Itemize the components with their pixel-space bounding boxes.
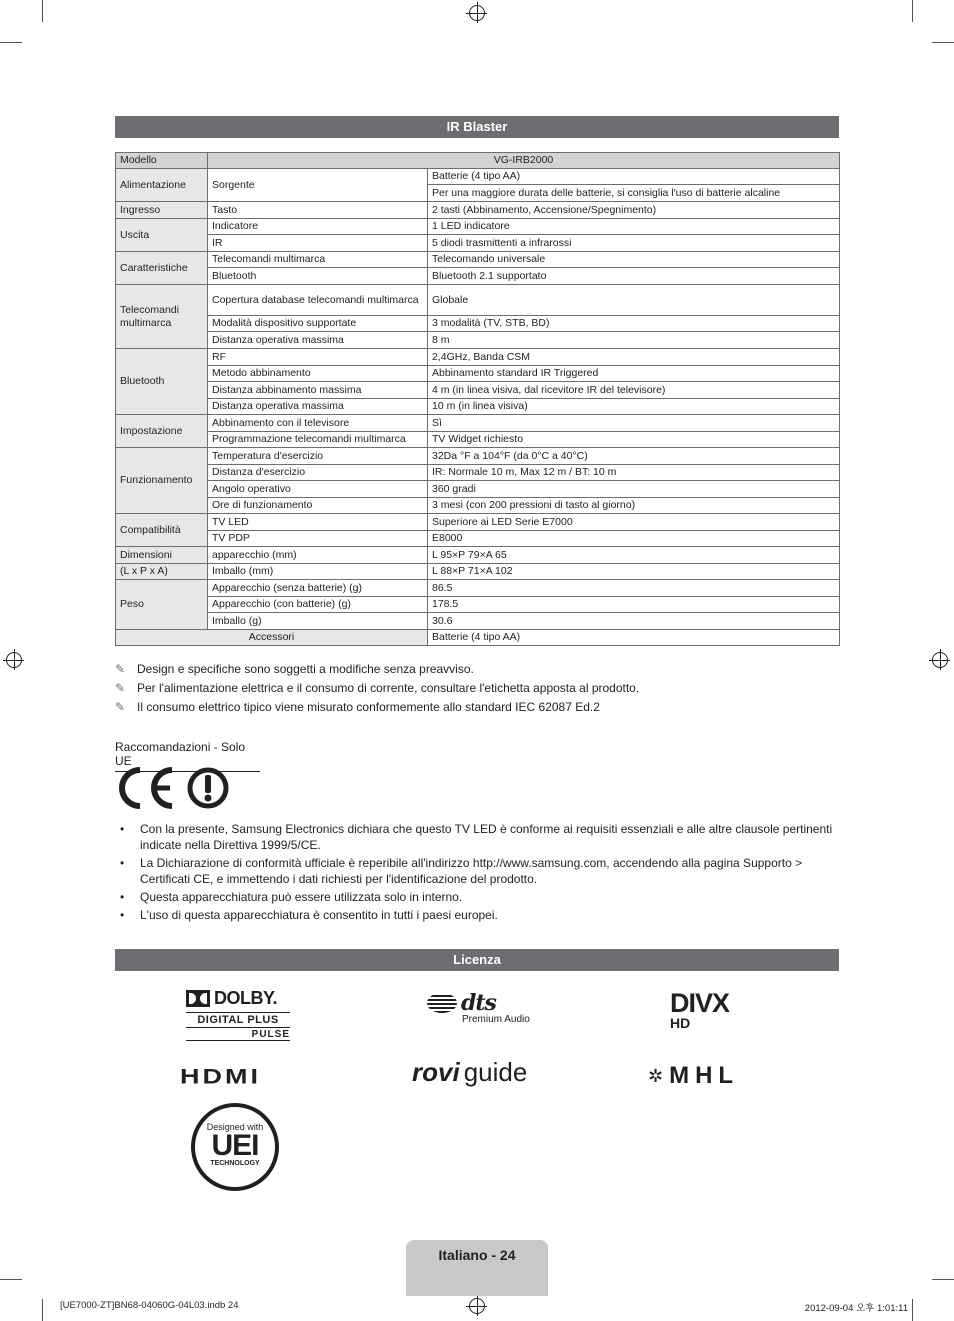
mhl-star-icon: ✲ bbox=[648, 1065, 664, 1086]
page-number: Italiano - 24 bbox=[438, 1247, 516, 1263]
table-cell: TV LED bbox=[208, 514, 428, 531]
section-header-license: Licenza bbox=[115, 949, 839, 971]
table-cell: Distanza d'esercizio bbox=[208, 465, 428, 481]
crop-mark bbox=[0, 1279, 22, 1280]
list-item: • Questa apparecchiatura può essere utilizzata solo in interno. bbox=[120, 889, 840, 905]
crop-mark bbox=[932, 42, 954, 43]
table-cell: Telecomandi multimarca bbox=[208, 252, 428, 268]
table-cell: Temperatura d'esercizio bbox=[208, 448, 428, 465]
table-cell: Modello bbox=[116, 153, 208, 169]
table-cell: 360 gradi bbox=[428, 481, 840, 498]
table-cell: Peso bbox=[116, 580, 208, 630]
ce-mark-icon bbox=[116, 766, 230, 810]
table-cell: 3 mesi (con 200 pressioni di tasto al giorno) bbox=[428, 498, 840, 514]
table-cell: Ore di funzionamento bbox=[208, 498, 428, 514]
table-cell: Globale bbox=[428, 285, 840, 316]
table-cell: Sì bbox=[428, 415, 840, 432]
hdmi-logo: HDMI bbox=[180, 1064, 261, 1089]
table-cell: Telecomandi multimarca bbox=[116, 285, 208, 349]
table-cell: Accessori bbox=[116, 630, 428, 646]
table-cell: IR bbox=[208, 235, 428, 252]
divx-logo bbox=[670, 990, 729, 1030]
table-cell: Apparecchio (senza batterie) (g) bbox=[208, 580, 428, 597]
list-item: • L'uso di questa apparecchiatura è consentito in tutti i paesi europei. bbox=[120, 907, 840, 923]
table-cell: Sorgente bbox=[208, 169, 428, 202]
list-item: • La Dichiarazione di conformità ufficiale è reperibile all'indirizzo http://www.samsung.com, accendendo alla pagina Supporto > Certificati CE, e immettendo i dati richiesti per l'identificazione del prodotto. bbox=[120, 855, 840, 887]
note bbox=[115, 681, 639, 695]
table-cell: 4 m (in linea visiva, dal ricevitore IR del televisore) bbox=[428, 382, 840, 399]
table-cell: 178.5 bbox=[428, 597, 840, 613]
table-cell: Abbinamento con il televisore bbox=[208, 415, 428, 432]
note-text: Per l'alimentazione elettrica e il consumo di corrente, consultare l'etichetta apposta al prodotto. bbox=[137, 681, 640, 695]
crop-mark bbox=[932, 1279, 954, 1280]
table-cell: Apparecchio (con batterie) (g) bbox=[208, 597, 428, 613]
pencil-note-icon: ✎ bbox=[115, 662, 126, 676]
rovi-guide-logo bbox=[412, 1057, 527, 1088]
registration-mark-icon bbox=[469, 1298, 485, 1314]
table-cell: 86.5 bbox=[428, 580, 840, 597]
table-cell: Bluetooth bbox=[208, 268, 428, 285]
table-cell: Indicatore bbox=[208, 219, 428, 235]
crop-mark bbox=[912, 0, 913, 22]
table-cell: 10 m (in linea visiva) bbox=[428, 399, 840, 415]
rovi-wordmark: rovi bbox=[412, 1057, 460, 1087]
dts-swirl-icon bbox=[427, 993, 457, 1013]
dolby-logo bbox=[186, 988, 290, 1041]
dts-premium-audio: Premium Audio bbox=[462, 1014, 530, 1025]
uei-wordmark: UEI bbox=[211, 1129, 259, 1162]
dts-wordmark: dts bbox=[461, 990, 496, 1016]
pencil-note-icon: ✎ bbox=[115, 700, 126, 714]
table-cell: VG-IRB2000 bbox=[208, 153, 840, 169]
table-cell: Angolo operativo bbox=[208, 481, 428, 498]
divx-wordmark: DIVX bbox=[670, 988, 730, 1018]
table-cell: Alimentazione bbox=[116, 169, 208, 202]
table-cell: 8 m bbox=[428, 332, 840, 349]
guide-wordmark: guide bbox=[463, 1057, 528, 1087]
registration-mark-icon bbox=[6, 652, 22, 668]
table-cell: Ingresso bbox=[116, 202, 208, 219]
mhl-wordmark: MHL bbox=[669, 1062, 740, 1089]
uei-technology: TECHNOLOGY bbox=[210, 1160, 260, 1167]
table-cell: 3 modalità (TV, STB, BD) bbox=[428, 316, 840, 332]
table-cell: E8000 bbox=[428, 531, 840, 547]
crop-mark bbox=[42, 0, 43, 22]
dts-logo bbox=[427, 990, 537, 1025]
table-cell: Abbinamento standard IR Triggered bbox=[428, 366, 840, 382]
footer-timestamp: 2012-09-04 오후 1:01:11 bbox=[804, 1303, 908, 1314]
registration-mark-icon bbox=[932, 652, 948, 668]
footer-file-info: [UE7000-ZT]BN68-04060G-04L03.indb 24 bbox=[60, 1300, 239, 1311]
table-cell: Copertura database telecomandi multimarca bbox=[208, 285, 428, 316]
table-cell: Funzionamento bbox=[116, 448, 208, 514]
spec-table bbox=[115, 152, 840, 646]
note-text: Il consumo elettrico tipico viene misurato conformemente allo standard IEC 62087 Ed.2 bbox=[137, 700, 600, 714]
note bbox=[115, 662, 474, 676]
table-cell: Uscita bbox=[116, 219, 208, 252]
table-cell: 5 diodi trasmittenti a infrarossi bbox=[428, 235, 840, 252]
table-cell: L 88×P 71×A 102 bbox=[428, 564, 840, 580]
uei-logo bbox=[191, 1103, 279, 1191]
table-cell: Batterie (4 tipo AA) bbox=[428, 630, 840, 646]
table-cell: 1 LED indicatore bbox=[428, 219, 840, 235]
table-cell: Programmazione telecomandi multimarca bbox=[208, 432, 428, 448]
recommendation-heading: Raccomandazioni - Solo UE bbox=[115, 740, 260, 772]
table-cell: RF bbox=[208, 349, 428, 366]
dolby-double-d-icon bbox=[186, 990, 210, 1007]
crop-mark bbox=[42, 1299, 43, 1321]
dolby-wordmark: DOLBY. bbox=[214, 988, 278, 1008]
mhl-logo bbox=[648, 1062, 739, 1090]
table-cell: Dimensioni bbox=[116, 547, 208, 564]
crop-mark bbox=[0, 42, 22, 43]
table-cell: 2 tasti (Abbinamento, Accensione/Spegnimento) bbox=[428, 202, 840, 219]
uei-designed-with: Designed with bbox=[206, 1122, 264, 1132]
note bbox=[115, 700, 600, 714]
table-cell: Distanza abbinamento massima bbox=[208, 382, 428, 399]
table-cell: Tasto bbox=[208, 202, 428, 219]
table-cell: Compatibilità bbox=[116, 514, 208, 547]
dolby-pulse: PULSE bbox=[186, 1028, 290, 1041]
table-cell: Metodo abbinamento bbox=[208, 366, 428, 382]
table-cell: (L x P x A) bbox=[116, 564, 208, 580]
table-cell: Superiore ai LED Serie E7000 bbox=[428, 514, 840, 531]
table-cell: Impostazione bbox=[116, 415, 208, 448]
table-cell: Batterie (4 tipo AA) bbox=[428, 169, 840, 185]
table-cell: Distanza operativa massima bbox=[208, 399, 428, 415]
table-cell: TV PDP bbox=[208, 531, 428, 547]
table-cell: Bluetooth 2.1 supportato bbox=[428, 268, 840, 285]
table-cell: Per una maggiore durata delle batterie, si consiglia l'uso di batterie alcaline bbox=[428, 185, 840, 202]
table-cell: Bluetooth bbox=[116, 349, 208, 415]
table-cell: TV Widget richiesto bbox=[428, 432, 840, 448]
list-item: • Con la presente, Samsung Electronics dichiara che questo TV LED è conforme ai requisiti essenziali e alle altre clausole pertinenti indicate nella Direttiva 1999/5/CE. bbox=[120, 821, 840, 853]
table-cell: apparecchio (mm) bbox=[208, 547, 428, 564]
table-cell: Telecomando universale bbox=[428, 252, 840, 268]
table-cell: 30.6 bbox=[428, 613, 840, 630]
table-cell: Distanza operativa massima bbox=[208, 332, 428, 349]
registration-mark-icon bbox=[469, 5, 485, 21]
table-cell: Imballo (g) bbox=[208, 613, 428, 630]
table-cell: Caratteristiche bbox=[116, 252, 208, 285]
pencil-note-icon: ✎ bbox=[115, 681, 126, 695]
table-cell: 32Da °F a 104°F (da 0°C a 40°C) bbox=[428, 448, 840, 465]
page-number-tab bbox=[406, 1240, 548, 1296]
dolby-digital-plus: DIGITAL PLUS bbox=[186, 1012, 290, 1028]
table-cell: IR: Normale 10 m, Max 12 m / BT: 10 m bbox=[428, 465, 840, 481]
crop-mark bbox=[912, 1299, 913, 1321]
note-text: Design e specifiche sono soggetti a modifiche senza preavviso. bbox=[137, 662, 474, 676]
table-cell: Modalità dispositivo supportate bbox=[208, 316, 428, 332]
section-header-ir-blaster: IR Blaster bbox=[115, 116, 839, 138]
bullet-list bbox=[120, 821, 840, 925]
table-cell: 2,4GHz, Banda CSM bbox=[428, 349, 840, 366]
table-cell: L 95×P 79×A 65 bbox=[428, 547, 840, 564]
table-cell: Imballo (mm) bbox=[208, 564, 428, 580]
divx-hd: HD bbox=[670, 1015, 691, 1031]
